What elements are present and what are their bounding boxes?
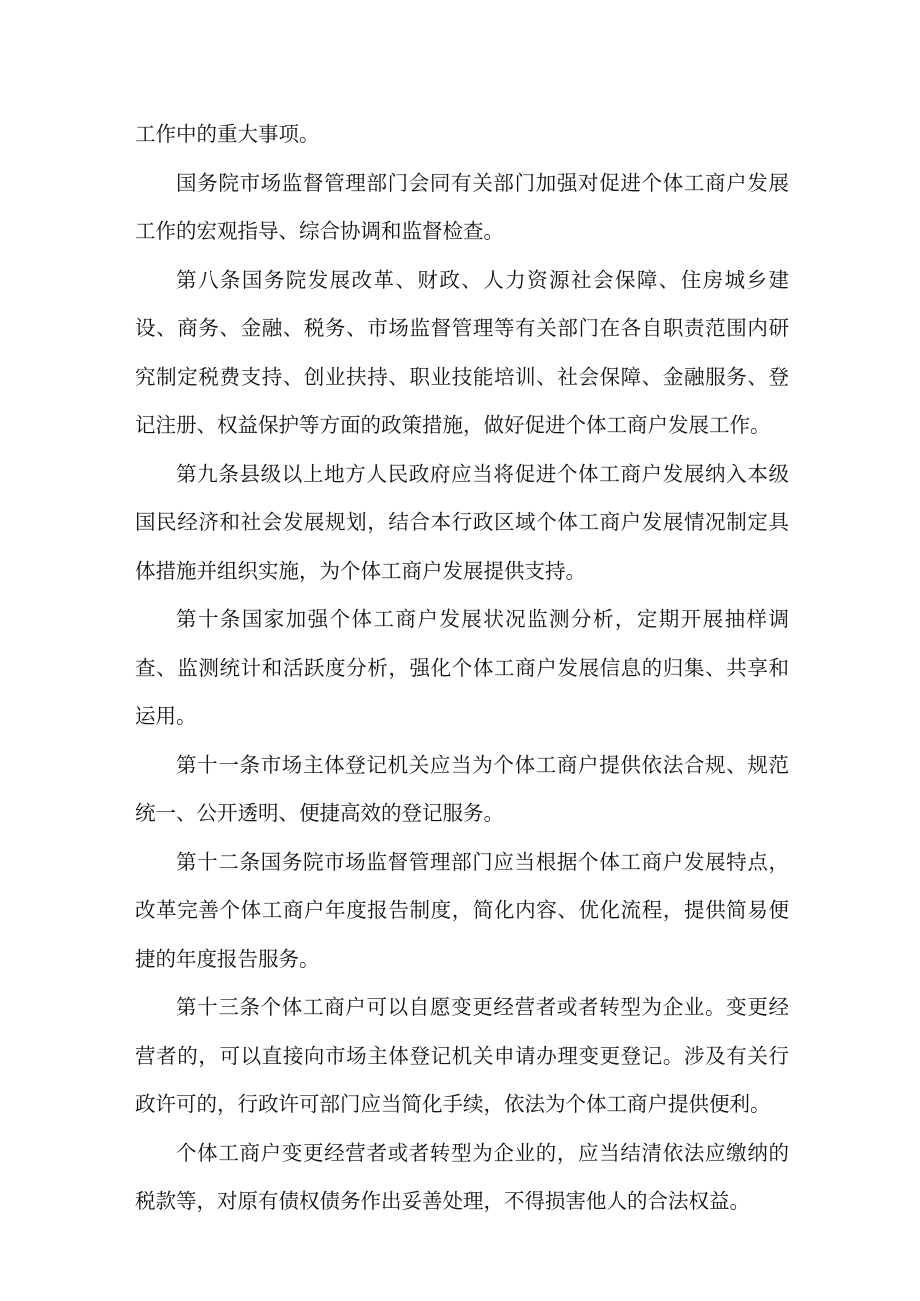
document-body	[135, 110, 789, 1226]
article-13: 第十三条个体工商户可以自愿变更经营者或者转型为企业。变更经营者的，可以直接向市场主体登记机关申请办理变更登记。涉及有关行政许可的，行政许可部门应当简化手续，依法为个体工商户提供便利。	[135, 995, 789, 1116]
article-12: 第十二条国务院市场监督管理部门应当根据个体工商户发展特点，改革完善个体工商户年度报告制度，简化内容、优化流程，提供简易便捷的年度报告服务。	[135, 849, 789, 971]
article-10: 第十条国家加强个体工商户发展状况监测分析，定期开展抽样调查、监测统计和活跃度分析，强化个体工商户发展信息的归集、共享和运用。	[135, 607, 789, 728]
article-9: 第九条县级以上地方人民政府应当将促进个体工商户发展纳入本级国民经济和社会发展规划，结合本行政区域个体工商户发展情况制定具体措施并组织实施，为个体工商户发展提供支持。	[135, 461, 789, 583]
article-8: 第八条国务院发展改革、财政、人力资源社会保障、住房城乡建设、商务、金融、税务、市场监督管理等有关部门在各自职责范围内研究制定税费支持、创业扶持、职业技能培训、社会保障、金融服务、登记注册、权益保护等方面的政策措施，做好促进个体工商户发展工作。	[135, 267, 789, 437]
article-11: 第十一条市场主体登记机关应当为个体工商户提供依法合规、规范统一、公开透明、便捷高效的登记服务。	[135, 752, 789, 825]
paragraph: 国务院市场监督管理部门会同有关部门加强对促进个体工商户发展工作的宏观指导、综合协调和监督检查。	[135, 170, 789, 243]
paragraph-continuation: 工作中的重大事项。	[135, 122, 320, 146]
paragraph: 个体工商户变更经营者或者转型为企业的，应当结清依法应缴纳的税款等，对原有债权债务作出妥善处理，不得损害他人的合法权益。	[135, 1140, 789, 1213]
